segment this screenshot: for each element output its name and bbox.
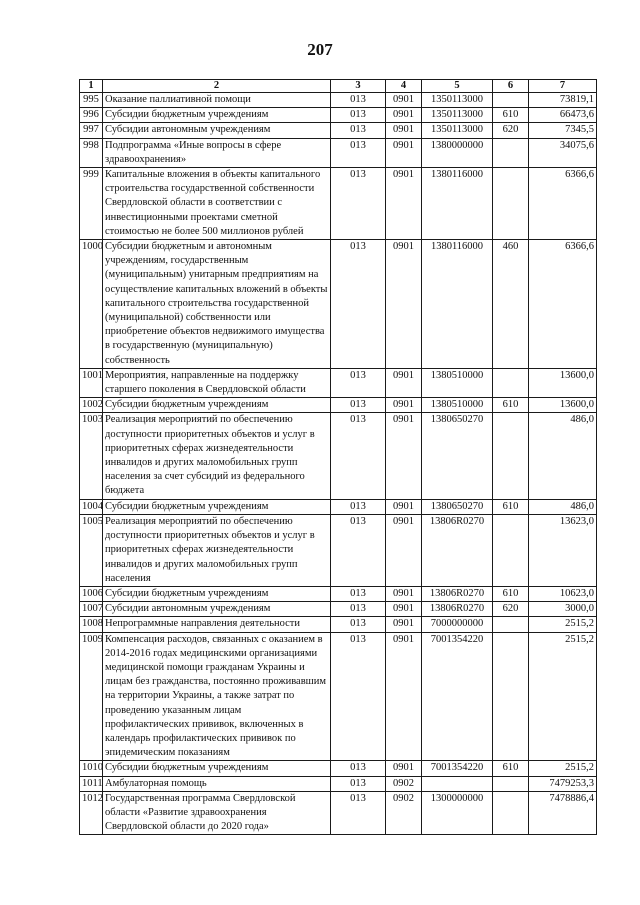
row-sum-cell: 2515,2 <box>529 617 597 632</box>
table-row <box>80 499 597 514</box>
row-sum-cell: 7479253,3 <box>529 776 597 791</box>
table-row <box>80 586 597 601</box>
row-code-cell: 013 <box>331 368 386 397</box>
row-number-cell: 1011 <box>80 776 103 791</box>
row-name-cell: Субсидии бюджетным учреждениям <box>103 499 331 514</box>
row-code-cell: 013 <box>331 514 386 586</box>
row-number-cell: 1000 <box>80 240 103 369</box>
row-section-cell: 0901 <box>386 240 422 369</box>
row-name-cell: Субсидии бюджетным учреждениям <box>103 108 331 123</box>
table-row <box>80 617 597 632</box>
row-type-cell <box>493 168 529 240</box>
row-code-cell: 013 <box>331 776 386 791</box>
row-number-cell: 1004 <box>80 499 103 514</box>
row-target-cell: 7001354220 <box>422 761 493 776</box>
row-sum-cell: 7345,5 <box>529 123 597 138</box>
row-number-cell: 1005 <box>80 514 103 586</box>
row-target-cell: 1350113000 <box>422 108 493 123</box>
table-row <box>80 632 597 761</box>
row-code-cell: 013 <box>331 398 386 413</box>
budget-table <box>79 79 597 835</box>
row-number-cell: 998 <box>80 138 103 167</box>
row-number-cell: 999 <box>80 168 103 240</box>
column-header: 6 <box>493 80 529 93</box>
row-number-cell: 997 <box>80 123 103 138</box>
row-name-cell: Субсидии бюджетным учреждениям <box>103 761 331 776</box>
row-target-cell: 7001354220 <box>422 632 493 761</box>
row-section-cell: 0901 <box>386 398 422 413</box>
row-section-cell: 0901 <box>386 168 422 240</box>
row-number-cell: 1006 <box>80 586 103 601</box>
row-sum-cell: 34075,6 <box>529 138 597 167</box>
row-type-cell: 460 <box>493 240 529 369</box>
table-row <box>80 368 597 397</box>
row-name-cell: Субсидии автономным учреждениям <box>103 123 331 138</box>
row-number-cell: 1010 <box>80 761 103 776</box>
row-target-cell: 1380000000 <box>422 138 493 167</box>
table-row <box>80 168 597 240</box>
table-body <box>80 93 597 835</box>
row-name-cell: Субсидии бюджетным и автономным учреждениям, государственным (муниципальным) унитарным предприятиям на осуществление капитальных вложений в объекты капитального строительства государственной (муниципальной) собственности или приобретение объектов недвижимого имущества в государственную (муниципальную) собственность <box>103 240 331 369</box>
table-row <box>80 514 597 586</box>
row-section-cell: 0902 <box>386 776 422 791</box>
row-target-cell: 1350113000 <box>422 93 493 108</box>
row-target-cell: 1350113000 <box>422 123 493 138</box>
row-code-cell: 013 <box>331 138 386 167</box>
table-row <box>80 791 597 835</box>
table-row <box>80 398 597 413</box>
row-sum-cell: 486,0 <box>529 413 597 499</box>
row-sum-cell: 13600,0 <box>529 398 597 413</box>
row-section-cell: 0901 <box>386 93 422 108</box>
row-code-cell: 013 <box>331 108 386 123</box>
column-header: 1 <box>80 80 103 93</box>
row-target-cell <box>422 776 493 791</box>
row-target-cell: 1380650270 <box>422 499 493 514</box>
row-code-cell: 013 <box>331 93 386 108</box>
row-section-cell: 0901 <box>386 632 422 761</box>
row-section-cell: 0901 <box>386 413 422 499</box>
row-sum-cell: 2515,2 <box>529 761 597 776</box>
row-sum-cell: 73819,1 <box>529 93 597 108</box>
table-row <box>80 413 597 499</box>
row-code-cell: 013 <box>331 791 386 835</box>
row-section-cell: 0901 <box>386 368 422 397</box>
row-sum-cell: 66473,6 <box>529 108 597 123</box>
row-name-cell: Реализация мероприятий по обеспечению доступности приоритетных объектов и услуг в приоритетных сферах жизнедеятельности инвалидов и других маломобильных групп населения <box>103 514 331 586</box>
row-type-cell: 610 <box>493 499 529 514</box>
row-section-cell: 0901 <box>386 499 422 514</box>
row-section-cell: 0901 <box>386 617 422 632</box>
row-target-cell: 1300000000 <box>422 791 493 835</box>
row-name-cell: Непрограммные направления деятельности <box>103 617 331 632</box>
row-sum-cell: 3000,0 <box>529 602 597 617</box>
row-section-cell: 0901 <box>386 761 422 776</box>
row-number-cell: 1003 <box>80 413 103 499</box>
row-sum-cell: 6366,6 <box>529 240 597 369</box>
row-type-cell <box>493 632 529 761</box>
row-sum-cell: 486,0 <box>529 499 597 514</box>
row-sum-cell: 13600,0 <box>529 368 597 397</box>
row-target-cell: 13806R0270 <box>422 514 493 586</box>
row-type-cell <box>493 776 529 791</box>
header-row <box>80 80 597 93</box>
table-row <box>80 108 597 123</box>
row-type-cell <box>493 413 529 499</box>
table-row <box>80 240 597 369</box>
row-sum-cell: 6366,6 <box>529 168 597 240</box>
row-target-cell: 1380510000 <box>422 398 493 413</box>
row-name-cell: Мероприятия, направленные на поддержку старшего поколения в Свердловской области <box>103 368 331 397</box>
row-section-cell: 0901 <box>386 138 422 167</box>
row-sum-cell: 13623,0 <box>529 514 597 586</box>
row-number-cell: 1002 <box>80 398 103 413</box>
row-name-cell: Субсидии бюджетным учреждениям <box>103 398 331 413</box>
row-section-cell: 0901 <box>386 123 422 138</box>
row-section-cell: 0901 <box>386 108 422 123</box>
row-code-cell: 013 <box>331 413 386 499</box>
row-number-cell: 1007 <box>80 602 103 617</box>
row-target-cell: 1380116000 <box>422 240 493 369</box>
row-number-cell: 1008 <box>80 617 103 632</box>
row-code-cell: 013 <box>331 240 386 369</box>
row-number-cell: 996 <box>80 108 103 123</box>
row-name-cell: Субсидии бюджетным учреждениям <box>103 586 331 601</box>
row-target-cell: 1380650270 <box>422 413 493 499</box>
table-row <box>80 123 597 138</box>
row-section-cell: 0901 <box>386 602 422 617</box>
table-row <box>80 93 597 108</box>
row-type-cell: 610 <box>493 108 529 123</box>
row-name-cell: Капитальные вложения в объекты капитального строительства государственной собственности Свердловской области в соответствии с инвестиционными проектами сметной стоимостью не более 500 миллионов рублей <box>103 168 331 240</box>
row-sum-cell: 7478886,4 <box>529 791 597 835</box>
row-target-cell: 13806R0270 <box>422 602 493 617</box>
row-name-cell: Подпрограмма «Иные вопросы в сфере здравоохранения» <box>103 138 331 167</box>
row-code-cell: 013 <box>331 617 386 632</box>
column-header: 2 <box>103 80 331 93</box>
column-header: 3 <box>331 80 386 93</box>
row-type-cell: 620 <box>493 602 529 617</box>
table-row <box>80 761 597 776</box>
row-code-cell: 013 <box>331 602 386 617</box>
table-row <box>80 138 597 167</box>
row-section-cell: 0901 <box>386 514 422 586</box>
row-type-cell <box>493 791 529 835</box>
row-target-cell: 1380510000 <box>422 368 493 397</box>
row-section-cell: 0902 <box>386 791 422 835</box>
row-code-cell: 013 <box>331 123 386 138</box>
row-type-cell <box>493 368 529 397</box>
row-type-cell: 610 <box>493 586 529 601</box>
column-header: 5 <box>422 80 493 93</box>
row-sum-cell: 2515,2 <box>529 632 597 761</box>
row-number-cell: 1012 <box>80 791 103 835</box>
row-type-cell <box>493 93 529 108</box>
row-type-cell: 610 <box>493 761 529 776</box>
row-type-cell <box>493 617 529 632</box>
row-sum-cell: 10623,0 <box>529 586 597 601</box>
row-type-cell: 620 <box>493 123 529 138</box>
row-name-cell: Оказание паллиативной помощи <box>103 93 331 108</box>
row-name-cell: Компенсация расходов, связанных с оказанием в 2014-2016 годах медицинскими организациями медицинской помощи гражданам Украины и лицам без гражданства, постоянно проживавшим на территории Украины, а также затрат по проведению указанным лицам профилактических прививок, включенных в календарь профилактических прививок по эпидемическим показаниям <box>103 632 331 761</box>
row-type-cell <box>493 138 529 167</box>
row-code-cell: 013 <box>331 168 386 240</box>
row-name-cell: Реализация мероприятий по обеспечению доступности приоритетных объектов и услуг в приоритетных сферах жизнедеятельности инвалидов и других маломобильных групп населения за счет субсидий из федерального бюджета <box>103 413 331 499</box>
table-row <box>80 602 597 617</box>
row-code-cell: 013 <box>331 499 386 514</box>
row-code-cell: 013 <box>331 586 386 601</box>
row-target-cell: 13806R0270 <box>422 586 493 601</box>
row-name-cell: Субсидии автономным учреждениям <box>103 602 331 617</box>
row-code-cell: 013 <box>331 632 386 761</box>
row-number-cell: 1009 <box>80 632 103 761</box>
row-name-cell: Государственная программа Свердловской области «Развитие здравоохранения Свердловской области до 2020 года» <box>103 791 331 835</box>
row-target-cell: 7000000000 <box>422 617 493 632</box>
row-type-cell <box>493 514 529 586</box>
row-code-cell: 013 <box>331 761 386 776</box>
page-number: 207 <box>307 40 333 59</box>
row-target-cell: 1380116000 <box>422 168 493 240</box>
row-number-cell: 1001 <box>80 368 103 397</box>
row-type-cell: 610 <box>493 398 529 413</box>
row-name-cell: Амбулаторная помощь <box>103 776 331 791</box>
column-header: 7 <box>529 80 597 93</box>
column-header: 4 <box>386 80 422 93</box>
row-number-cell: 995 <box>80 93 103 108</box>
row-section-cell: 0901 <box>386 586 422 601</box>
table-row <box>80 776 597 791</box>
